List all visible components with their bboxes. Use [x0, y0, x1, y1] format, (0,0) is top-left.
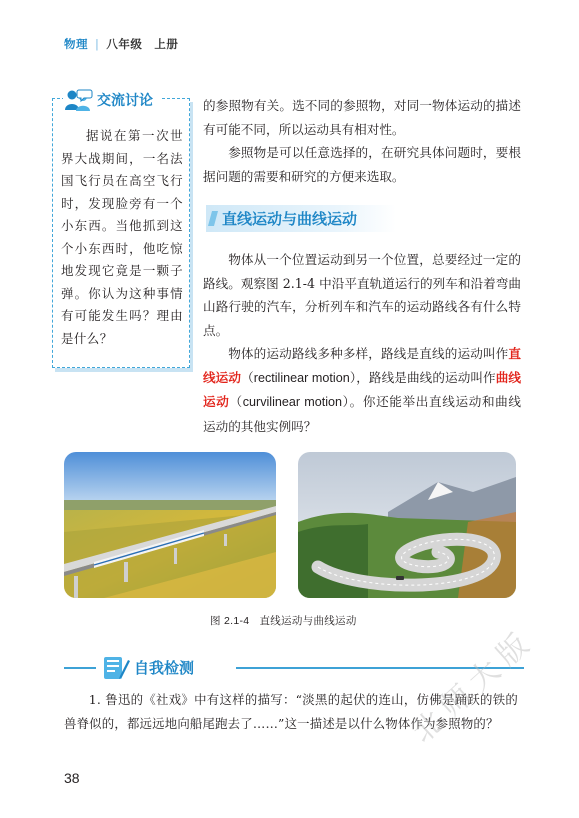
running-header: [64, 36, 178, 52]
self-test-rule-left: [64, 667, 96, 669]
paragraph-2: 参照物是可以任意选择的，在研究具体问题时，要根据问题的需要和研究的方便来选取。: [203, 145, 521, 184]
publisher-watermark: 北师大版: [405, 622, 542, 750]
section-heading-marker: [208, 211, 218, 226]
section-heading: [206, 205, 396, 232]
p4-text-c: 。你还能举出直线运动和曲线运动的其他实例吗？: [203, 394, 522, 434]
term-curvilinear-english: （curvilinear motion）: [229, 395, 350, 410]
header-separator: |: [95, 37, 100, 51]
train-photo: [64, 452, 276, 598]
figure-caption: [210, 613, 410, 628]
grade-label: 八年级 上册: [106, 37, 179, 51]
paragraph-3: 物体从一个位置运动到另一个位置，总要经过一定的路线。观察图 2.1-4 中沿平直轨道运行的列车和沿着弯曲山路行驶的汽车，分析列车和汽车的运动路线各有什么特点。: [203, 252, 521, 338]
self-test-question-1: 1. 鲁迅的《社戏》中有这样的描写：“淡黑的起伏的连山，仿佛是踊跃的铁的兽脊似的，都远远地向船尾跑去了……”这一描述是以什么物体作为参照物的？: [64, 692, 518, 731]
discussion-title: 交流讨论: [97, 93, 153, 109]
page-number: 38: [64, 770, 80, 786]
discussion-box: [52, 93, 190, 368]
paragraph-4: [203, 342, 521, 438]
term-rectilinear-english: （rectilinear motion）: [241, 370, 357, 385]
self-test-title-group: [100, 652, 194, 682]
section-title: 直线运动与曲线运动: [222, 210, 358, 228]
notebook-pencil-icon: [100, 652, 130, 682]
discussion-people-icon: [63, 88, 93, 112]
mountain-road-photo: [298, 452, 516, 598]
discussion-text: 据说在第一次世界大战期间，一名法国飞行员在高空飞行时，发现脸旁有一个小东西。当他抓到这个小东西时，他吃惊地发现它竟是一颗子弹。你认为这种事情有可能发生吗？理由是什么？: [61, 128, 183, 346]
subject-label: 物理: [64, 37, 88, 51]
discussion-heading: [63, 87, 161, 113]
figure-number: 图 2.1-4: [210, 615, 250, 627]
term-curvilinear: 曲线运动: [203, 369, 522, 410]
term-rectilinear: 直线运动: [203, 346, 521, 385]
p4-text-a: 物体的运动路线多种多样，路线是直线的运动叫作: [228, 346, 509, 361]
paragraph-1: 的参照物有关。选不同的参照物，对同一物体运动的描述有可能不同，所以运动具有相对性。: [203, 98, 521, 137]
self-test-title: 自我检测: [134, 658, 195, 677]
figure-caption-text: 直线运动与曲线运动: [259, 615, 357, 627]
p4-text-b: ，路线是曲线的运动叫作: [356, 369, 496, 385]
